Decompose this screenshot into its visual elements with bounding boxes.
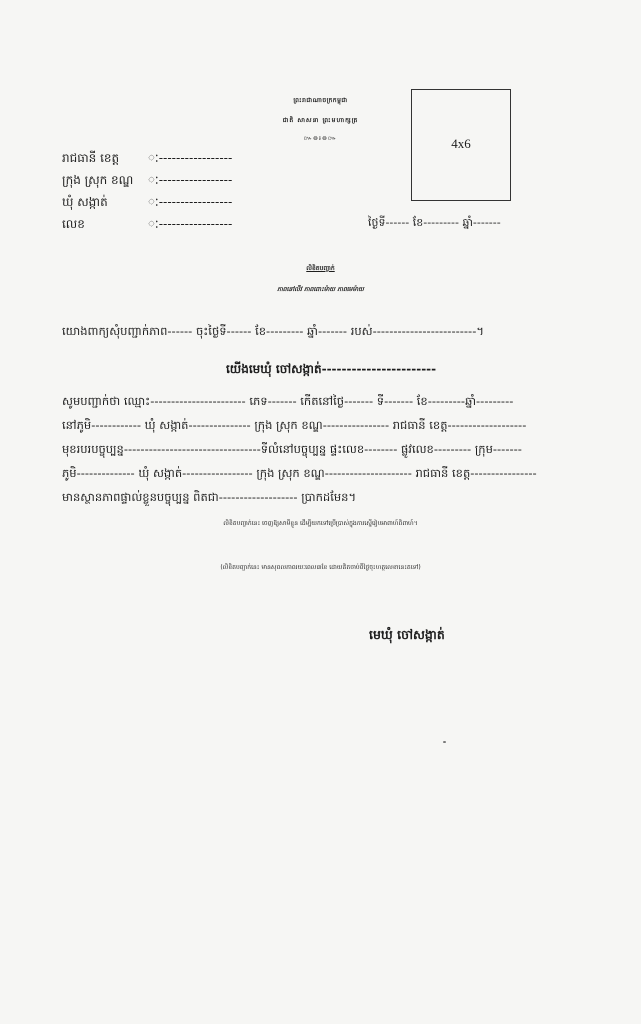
paper-speck [443,741,446,743]
address-label: ក្រុង ស្រុក ខណ្ឌ [62,173,134,187]
body-line: មានស្ថានភាពផ្ទាល់ខ្លួនបច្ចុប្បន្ន ពិតជា------------------- ប្រាកដមែន។ [62,490,357,504]
address-province [62,150,233,168]
address-value: ៈ----------------- [148,173,233,187]
date-line: ថ្ងៃទី------ ខែ--------- ឆ្នាំ------- [368,216,501,229]
address-value: ៈ----------------- [148,217,233,231]
address-number [62,216,233,234]
signature-title: មេឃុំ ចៅសង្កាត់ [369,627,445,642]
reference-line: យោងពាក្យសុំបញ្ជាក់ភាព------ ចុះថ្ងៃទី------ ខែ--------- ឆ្នាំ------- របស់-------------------------។ [62,324,484,338]
kingdom-heading: ព្រះរាជាណាចក្រកម្ពុជា [293,97,348,104]
purpose-statement: លិខិតបញ្ជាក់នេះ ចេញឱ្យសាមីខ្លួន ដើម្បីយកទៅប្រើប្រាស់ក្នុងការស្នើរៀបអាពាហ៍ពិពាហ៍។ [223,520,418,527]
address-district [62,172,233,190]
address-label: រាជធានី ខេត្ត [62,151,120,165]
address-value: ៈ----------------- [148,151,233,165]
address-value: ៈ----------------- [148,195,233,209]
ornament-divider: ៚៙៛៙៚ [303,135,338,142]
address-commune [62,194,233,212]
document-title: លិខិតបញ្ជាក់ [306,265,335,272]
address-label: លេខ [62,217,85,231]
photo-size-label: 4x6 [451,136,471,151]
national-motto: ជាតិ សាសនា ព្រះមហាក្សត្រ [282,117,359,124]
photo-placeholder [411,89,511,201]
document-subtitle: ភាពនៅលីវ ភាពពោះម៉ាយ ភាពមេម៉ាយ [277,286,364,293]
validity-note: (លិខិតបញ្ជាក់នេះ មានសុពលភាពរយៈពេល៣ខែ ដោយគិតចាប់ពីថ្ងៃចុះហត្ថលេខានេះតទៅ) [220,564,421,571]
declarer-line: យើងមេឃុំ ចៅសង្កាត់----------------------- [226,362,437,376]
body-line: សូមបញ្ជាក់ថា ឈ្មោះ----------------------- ភេទ------- កើតនៅថ្ងៃ------- ទី------- ខែ---------ឆ្នាំ--------- [62,394,514,408]
body-line: ភូមិ-------------- ឃុំ សង្កាត់----------------- ក្រុង ស្រុក ខណ្ឌ--------------------- រាជធានី ខេត្ត---------------- [62,466,537,480]
body-line: មុខរបរបច្ចុប្បន្ន---------------------------------ទីលំនៅបច្ចុប្បន្ន ផ្ទះលេខ-------- ផ្លូវលេខ--------- ក្រុម------- [62,442,522,456]
body-line: នៅភូមិ------------ ឃុំ សង្កាត់--------------- ក្រុង ស្រុក ខណ្ឌ---------------- រាជធានី ខេត្ត------------------- [62,418,527,432]
address-label: ឃុំ សង្កាត់ [62,195,108,209]
